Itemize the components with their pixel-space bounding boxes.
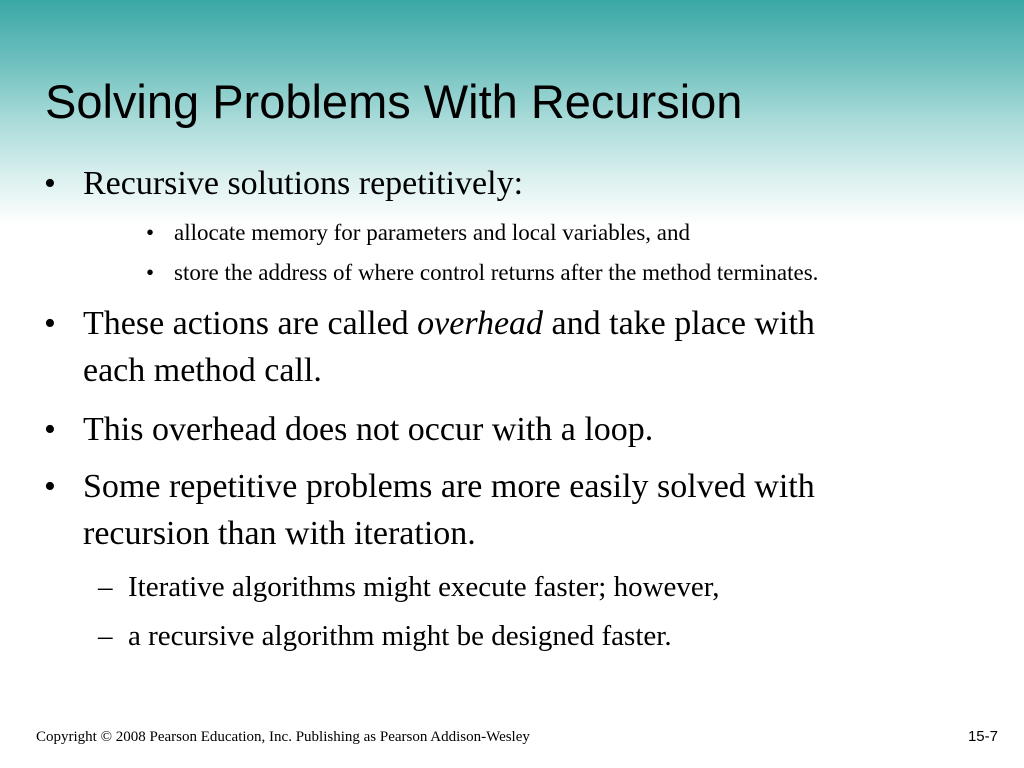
slide-title: Solving Problems With Recursion — [45, 75, 743, 128]
sub-bullet-text: a recursive algorithm might be designed faster. — [128, 620, 672, 652]
bullet-continuation: each method call. — [83, 352, 322, 389]
bullet-marker: • — [44, 468, 56, 505]
bullet-text: Recursive solutions repetitively: — [83, 165, 524, 202]
bullet-text-part: These actions are called — [83, 305, 418, 342]
dash-marker: – — [98, 620, 113, 652]
bullet-text — [83, 304, 815, 344]
bullet-text-part: and take place with — [543, 305, 815, 342]
bullet-text: Some repetitive problems are more easily solved with — [83, 468, 815, 505]
copyright-footer: Copyright © 2008 Pearson Education, Inc. Publishing as Pearson Addison-Wesley — [36, 729, 530, 745]
dash-marker: – — [98, 571, 113, 603]
bullet-marker: • — [44, 165, 56, 202]
bullet-text: This overhead does not occur with a loop. — [83, 411, 654, 448]
sub-bullet-marker: • — [146, 220, 155, 245]
sub-bullet-text: allocate memory for parameters and local variables, and — [174, 220, 690, 245]
slide-number: 15-7 — [967, 728, 998, 745]
emphasis-overhead: overhead — [417, 305, 544, 342]
sub-bullet-text: store the address of where control returns after the method terminates. — [174, 260, 819, 285]
sub-bullet-text: Iterative algorithms might execute faster; however, — [128, 571, 720, 603]
bullet-marker: • — [44, 411, 56, 448]
bullet-continuation: recursion than with iteration. — [83, 515, 476, 552]
bullet-marker: • — [44, 305, 56, 342]
sub-bullet-marker: • — [146, 260, 155, 285]
